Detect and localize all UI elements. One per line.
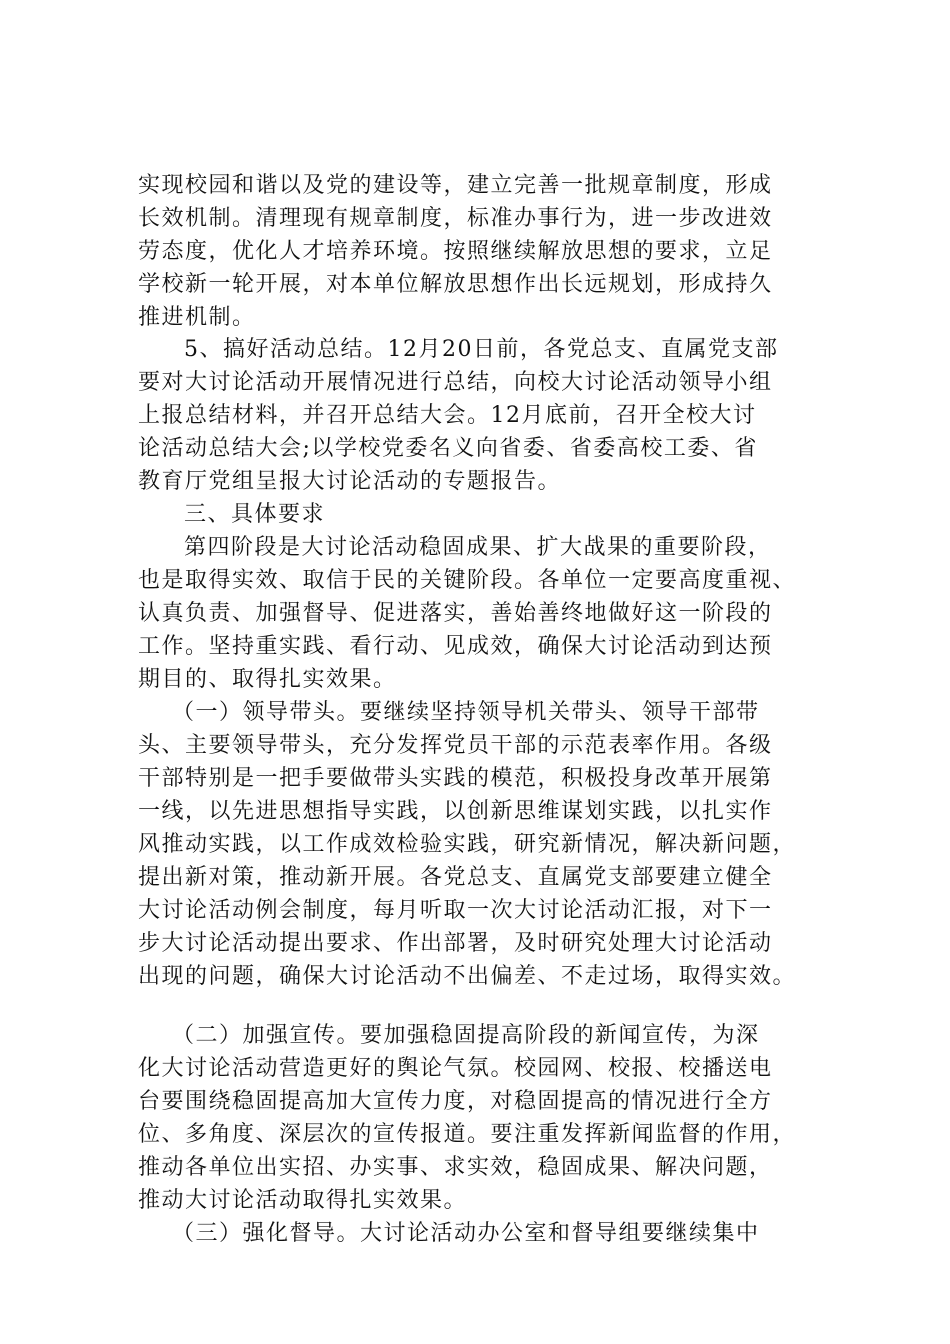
- text-line: 教育厅党组呈报大讨论活动的专题报告。: [138, 469, 562, 494]
- text-line: 上报总结材料，并召开总结大会。12月底前，召开全校大讨: [138, 403, 757, 428]
- text-line: 要对大讨论活动开展情况进行总结，向校大讨论活动领导小组: [138, 370, 773, 395]
- text-line: （三）强化督导。大讨论活动办公室和督导组要继续集中: [172, 1221, 760, 1246]
- text-line: 5、搞好活动总结。12月20日前，各党总支、直属党支部: [184, 337, 779, 362]
- text-line: 提出新对策，推动新开展。各党总支、直属党支部要建立健全: [138, 865, 773, 890]
- text-line: 干部特别是一把手要做带头实践的模范，积极投身改革开展第: [138, 766, 773, 791]
- text-line: 步大讨论活动提出要求、作出部署，及时研究处理大讨论活动: [138, 931, 773, 956]
- text-line: 推动大讨论活动取得扎实效果。: [138, 1188, 468, 1213]
- text-line: 出现的问题，确保大讨论活动不出偏差、不走过场，取得实效。: [138, 964, 797, 989]
- text-line: 认真负责、加强督导、促进落实，善始善终地做好这一阶段的: [138, 601, 773, 626]
- text-line: 劳态度，优化人才培养环境。按照继续解放思想的要求，立足: [138, 239, 773, 264]
- text-line: 工作。坚持重实践、看行动、见成效，确保大讨论活动到达预: [138, 634, 773, 659]
- text-line: 位、多角度、深层次的宣传报道。要注重发挥新闻监督的作用，: [138, 1122, 797, 1147]
- text-line: 实现校园和谐以及党的建设等，建立完善一批规章制度，形成: [138, 173, 773, 198]
- text-line: 化大讨论活动营造更好的舆论气氛。校园网、校报、校播送电: [138, 1056, 773, 1081]
- text-line: （一）领导带头。要继续坚持领导机关带头、领导干部带: [172, 700, 760, 725]
- text-line: 风推动实践，以工作成效检验实践，研究新情况，解决新问题，: [138, 832, 797, 857]
- text-line: 第四阶段是大讨论活动稳固成果、扩大战果的重要阶段，: [184, 535, 772, 560]
- text-line: 台要围绕稳固提高加大宣传力度，对稳固提高的情况进行全方: [138, 1089, 773, 1114]
- text-line: 推动各单位出实招、办实事、求实效，稳固成果、解决问题，: [138, 1155, 773, 1180]
- text-line: 推进机制。: [138, 305, 256, 330]
- text-line: 头、主要领导带头，充分发挥党员干部的示范表率作用。各级: [138, 733, 773, 758]
- text-line: 长效机制。清理现有规章制度，标准办事行为，进一步改进效: [138, 206, 773, 231]
- text-line: 期目的、取得扎实效果。: [138, 667, 397, 692]
- text-line: 论活动总结大会;以学校党委名义向省委、省委高校工委、省: [138, 436, 758, 461]
- text-line: 大讨论活动例会制度，每月听取一次大讨论活动汇报，对下一: [138, 898, 773, 923]
- text-line: 一线，以先进思想指导实践，以创新思维谋划实践，以扎实作: [138, 799, 773, 824]
- text-line: 学校新一轮开展，对本单位解放思想作出长远规划，形成持久: [138, 272, 773, 297]
- text-line: 也是取得实效、取信于民的关键阶段。各单位一定要高度重视、: [138, 568, 797, 593]
- section-heading: 三、具体要求: [184, 502, 326, 527]
- text-line: （二）加强宣传。要加强稳固提高阶段的新闻宣传，为深: [172, 1023, 760, 1048]
